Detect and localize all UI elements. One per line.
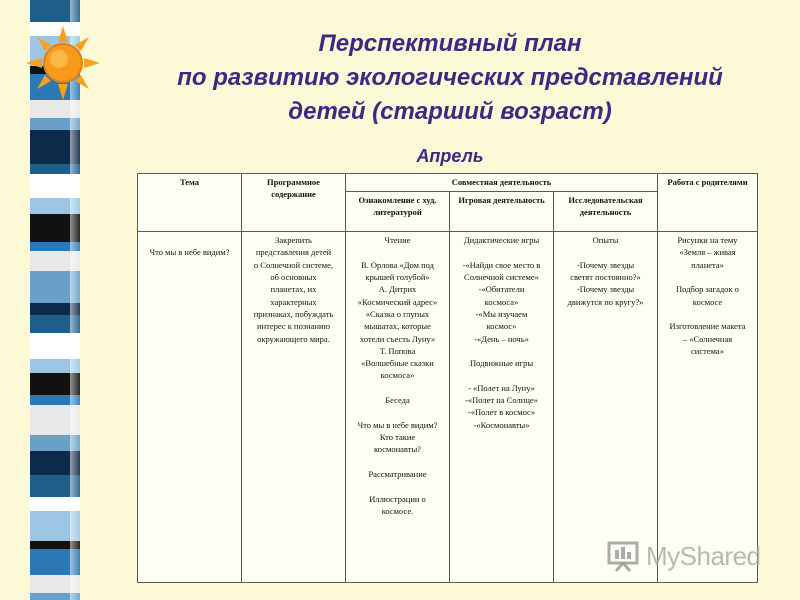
- cell-line: Что мы в небе видим?: [357, 419, 438, 430]
- cell-line: космосе.: [381, 505, 414, 516]
- cell-line: космоса»: [484, 296, 519, 307]
- cell-line: [349, 480, 446, 492]
- header-research: Исследовательская деятельность: [554, 192, 658, 232]
- cell-line: признаках, побуждать: [253, 308, 334, 319]
- cell-line: [349, 382, 446, 394]
- cell-line: интерес к познанию: [257, 321, 330, 332]
- cell-research: [554, 232, 658, 583]
- table-row: [138, 232, 758, 583]
- cell-line: [349, 246, 446, 258]
- cell-line: космосе: [692, 296, 723, 307]
- cell-line: «Сказка о глупых: [365, 308, 430, 319]
- cell-line: «Космический адрес»: [357, 296, 438, 307]
- cell-line: А. Дитрих: [378, 284, 417, 295]
- cell-line: Дидактические игры: [463, 235, 540, 245]
- watermark: [606, 536, 776, 576]
- cell-line: [557, 246, 654, 258]
- cell-parents: [658, 232, 758, 583]
- cell-line: планета»: [691, 259, 724, 270]
- cell-line: система»: [691, 345, 724, 356]
- cell-program: [242, 232, 346, 583]
- cell-line: -«Мы изучаем: [475, 308, 528, 319]
- cell-line: Иллюстрации о: [369, 493, 426, 504]
- cell-line: -Почему звезды: [576, 259, 635, 270]
- cell-line: крышей голубой»: [365, 271, 430, 282]
- cell-line: -«Космонавты»: [473, 419, 530, 430]
- cell-line: [453, 345, 550, 357]
- cell-line: «Земля – живая: [679, 247, 736, 258]
- cell-line: окружающего мира.: [257, 333, 330, 344]
- cell-line: планетах, их: [270, 284, 317, 295]
- header-program: Программное содержание: [242, 174, 346, 232]
- cell-line: В. Орлова «Дом под: [360, 259, 434, 270]
- cell-line: -Почему звезды: [576, 284, 635, 295]
- cell-line: Кто такие: [379, 432, 416, 442]
- cell-line: -«Полет на Солнце»: [465, 395, 538, 406]
- header-game: Игровая деятельность: [450, 192, 554, 232]
- cell-line: Беседа: [385, 395, 410, 406]
- cell-line: Закрепить: [275, 235, 312, 245]
- cell-line: – «Солнечная: [682, 333, 733, 344]
- cell-line: -«Найди свое место в: [462, 259, 541, 270]
- title-line-3: детей (старший возраст): [288, 98, 612, 125]
- cell-line: [453, 246, 550, 258]
- sun-icon: [26, 26, 100, 100]
- header-parents: Работа с родителями: [658, 174, 758, 232]
- title-line-1: Перспективный план: [318, 30, 582, 57]
- header-topic: Тема: [138, 174, 242, 232]
- cell-line: [453, 369, 550, 381]
- presentation-icon: [606, 539, 640, 573]
- cell-line: космоса»: [380, 370, 415, 381]
- cell-line: [349, 406, 446, 418]
- cell-line: Рисунки на тему: [677, 235, 738, 245]
- title-line-2: по развитию экологических представлений: [177, 64, 723, 91]
- watermark-text: MyShared: [646, 540, 761, 571]
- cell-line: - «Полет на Луну»: [468, 382, 535, 393]
- cell-line: о Солнечной системе,: [253, 259, 334, 270]
- cell-line: Солнечной системе»: [464, 271, 539, 282]
- cell-line: Рассматривание: [368, 468, 427, 479]
- cell-game: [450, 232, 554, 583]
- cell-line: Опыты: [592, 235, 619, 245]
- plan-table: [137, 173, 758, 583]
- cell-line: [661, 271, 754, 283]
- header-literature: Ознакомление с худ. литературой: [346, 192, 450, 232]
- cell-line: -«Полет в космос»: [467, 407, 536, 418]
- cell-line: Подвижные игры: [469, 358, 534, 369]
- cell-line: Изготовление макета: [669, 321, 746, 332]
- cell-line: [661, 308, 754, 320]
- cell-line: Чтение: [384, 235, 411, 245]
- cell-line: -«День – ночь»: [474, 333, 529, 344]
- cell-line: мышатах, которые: [364, 321, 431, 332]
- cell-line: «Волшебные сказки: [361, 358, 434, 369]
- cell-line: светят постоянно?»: [570, 271, 641, 282]
- cell-line: -«Обитатели: [478, 284, 525, 295]
- cell-line: характерных: [270, 296, 317, 307]
- cell-line: представления детей: [255, 247, 332, 258]
- cell-line: Т. Попова: [379, 345, 416, 356]
- cell-line: движутся по кругу?»: [567, 296, 644, 307]
- cell-line: космос»: [486, 321, 517, 332]
- cell-line: Подбор загадок о: [676, 284, 739, 295]
- cell-topic: [138, 232, 242, 583]
- header-joint-activity: Совместная деятельность: [346, 174, 658, 192]
- cell-line: об основных: [270, 271, 317, 282]
- cell-line: хотели съесть Луну»: [359, 333, 436, 344]
- cell-line: космонавты?: [374, 444, 421, 455]
- cell-line: Что мы в небе видим?: [149, 247, 230, 257]
- cell-line: [349, 456, 446, 468]
- cell-literature: [346, 232, 450, 583]
- month-heading: Апрель: [416, 146, 484, 166]
